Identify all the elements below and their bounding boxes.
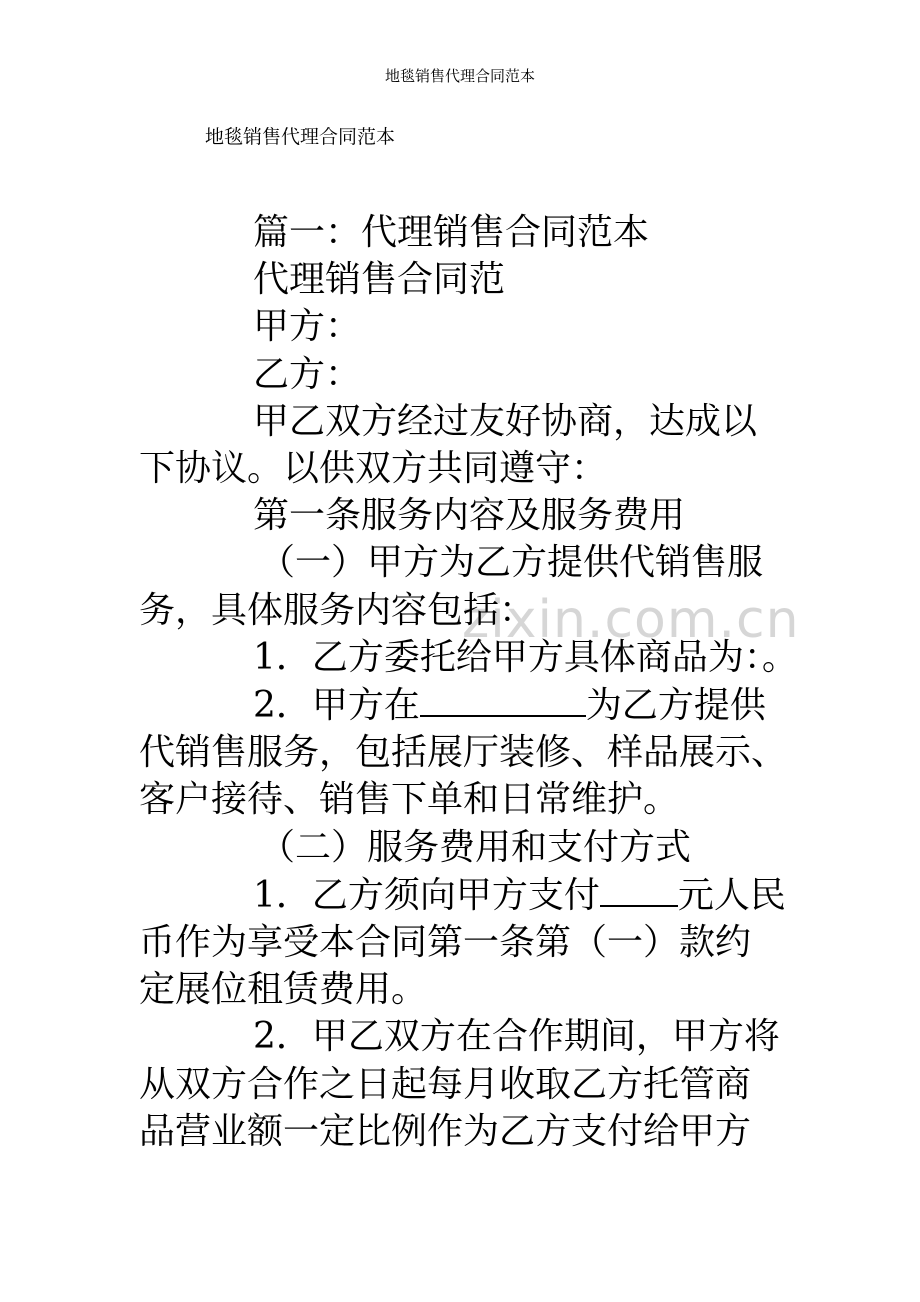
text-segment: 1．乙方须向甲方支付: [253, 874, 600, 916]
list-item: 2．甲乙双方在合作期间，甲方将: [253, 1016, 780, 1058]
list-item: [139, 871, 784, 919]
text-segment: 为乙方提供: [585, 685, 766, 727]
document-title: 地毯销售代理合同范本: [205, 126, 396, 148]
paragraph-line: 定展位租赁费用。: [139, 969, 428, 1011]
party-a-line: 甲方：: [253, 306, 362, 348]
watermark: zixin.com.cn: [462, 590, 800, 650]
article-heading: 第一条服务内容及服务费用: [253, 495, 686, 537]
paragraph-line: 务，具体服务内容包括：: [139, 589, 536, 631]
paragraph-line: 品营业额一定比例作为乙方支付给甲方: [139, 1110, 752, 1152]
section-heading: 篇一：代理销售合同范本: [253, 212, 650, 253]
fill-in-blank: [420, 681, 586, 717]
clause-heading: （一）甲方为乙方提供代销售服: [259, 542, 764, 584]
paragraph-line: 甲乙双方经过友好协商，达成以: [253, 400, 758, 442]
party-b-line: 乙方：: [253, 353, 362, 395]
list-item: 1．乙方委托给甲方具体商品为：。: [253, 636, 798, 678]
paragraph-line: 币作为享受本合同第一条第（一）款约: [139, 922, 752, 964]
running-header: 地毯销售代理合同范本: [384, 67, 535, 85]
contract-name-line: 代理销售合同范: [253, 259, 506, 301]
list-item: [139, 681, 784, 729]
paragraph-line: 代销售服务，包括展厅装修、样品展示、: [139, 732, 788, 774]
fill-in-blank: [600, 871, 678, 907]
paragraph-line: 下协议。以供双方共同遵守：: [139, 448, 608, 490]
paragraph-line: 客户接待、销售下单和日常维护。: [139, 779, 680, 821]
paragraph-line: 从双方合作之日起每月收取乙方托管商: [139, 1063, 752, 1105]
document-body: [139, 209, 798, 1155]
text-segment: 元人民: [677, 874, 786, 916]
text-segment: 2．甲方在: [253, 685, 420, 727]
clause-heading: （二）服务费用和支付方式: [259, 826, 692, 868]
